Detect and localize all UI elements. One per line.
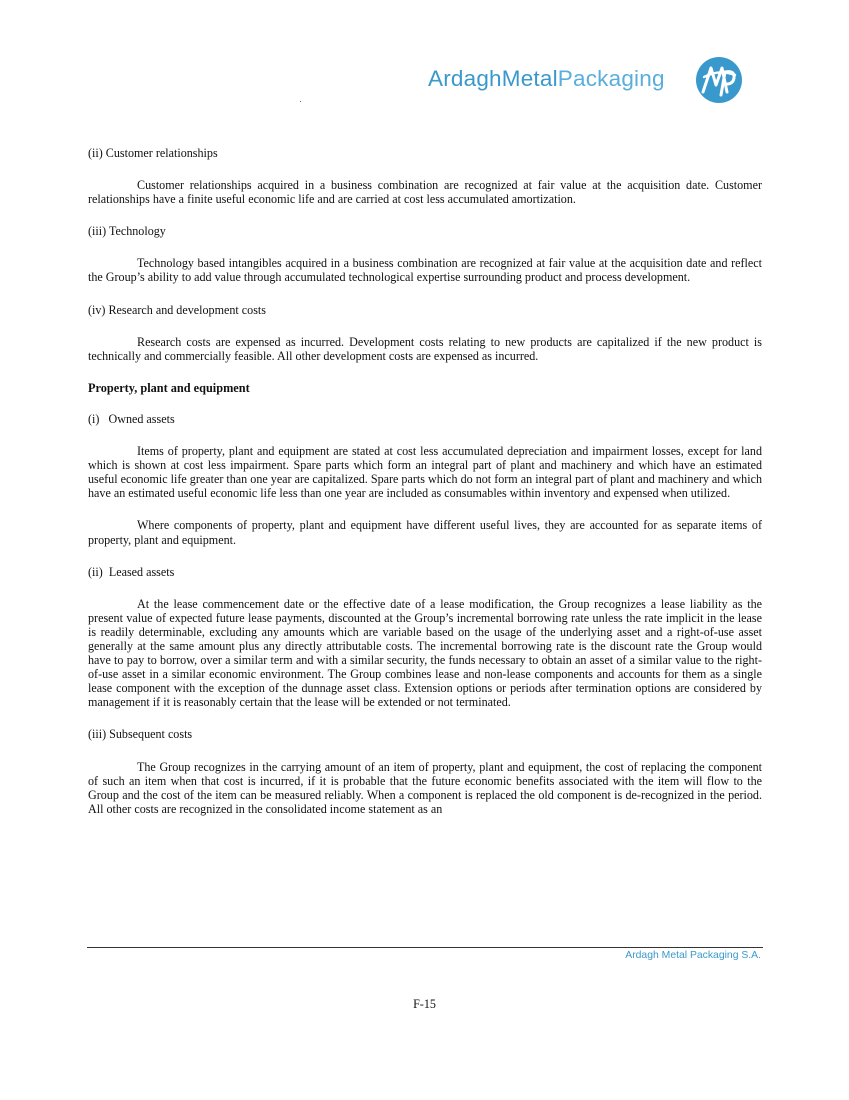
section-heading-technology: (iii) Technology — [88, 224, 166, 239]
logo-word-metal: Metal — [501, 66, 558, 91]
logo-word-ardagh: Ardagh — [428, 66, 502, 91]
amp-monogram-icon — [694, 55, 744, 105]
footer-company-name: Ardagh Metal Packaging S.A. — [625, 950, 761, 961]
paragraph-owned-assets-2: Where components of property, plant and equipment have different useful lives, they are accounted for as separate items of property, plant and equipment. — [88, 518, 762, 547]
section-heading-property-plant-equipment: Property, plant and equipment — [88, 380, 250, 395]
stray-mark — [300, 101, 301, 102]
section-heading-subsequent-costs: (iii) Subsequent costs — [88, 727, 193, 742]
logo-word-packaging: Packaging — [557, 66, 665, 91]
paragraph-leased-assets: At the lease commencement date or the effective date of a lease modification, the Group recognizes a lease liability as the present value of expected future lease payments, discounted at the Group’s incremental borrowing rate unless the rate implicit in the lease is readily determinable, excluding any amounts which are variable based on the usage of the underlying asset and a right-of-use asset generally at the same amount plus any directly attributable costs. The incremental borrowing rate is the discount rate the Group would have to pay to borrow, over a similar term and with a similar security, the funds necessary to obtain an asset of a similar value to the right-of-use asset in a similar economic environment. The Group combines lease and non-lease components and accounts for them as a single lease component with the exception of the dunnage asset class. Extension options or periods after termination options are considered by management if it is reasonably certain that the lease will be extended or not terminated. — [88, 596, 762, 710]
paragraph-subsequent-costs: The Group recognizes in the carrying amount of an item of property, plant and equipment, the cost of replacing the component of such an item when that cost is incurred, if it is probable that the future economic benefits associated with the item will flow to the Group and the cost of the item can be measured reliably. When a component is replaced the old component is de-recognized in the period. All other costs are recognized in the consolidated income statement as an — [88, 759, 762, 816]
footer-divider — [87, 947, 763, 948]
section-heading-leased-assets: (ii) Leased assets — [88, 564, 175, 579]
paragraph-owned-assets-1: Items of property, plant and equipment are stated at cost less accumulated depreciation and impairment losses, except for land which is shown at cost less impairment. Spare parts which form an integral part of plant and machinery and which have an estimated useful economic life greater than one year are capitalized. Spare parts which do not form an integral part of plant and machinery and which have an estimated useful economic life less than one year are included as consumables within inventory and expensed when utilized. — [88, 444, 762, 501]
section-heading-owned-assets: (i) Owned assets — [88, 411, 175, 426]
logo-wordmark — [428, 66, 665, 92]
section-heading-customer-relationships: (ii) Customer relationships — [88, 146, 218, 160]
page-number: F-15 — [413, 997, 436, 1011]
page-body — [88, 146, 762, 834]
paragraph-research-development: Research costs are expensed as incurred. Development costs relating to new products are capitalized if the new product is technically and commercially feasible. All other development costs are expensed as incurred. — [88, 334, 762, 363]
company-logo — [428, 55, 748, 107]
paragraph-technology: Technology based intangibles acquired in a business combination are recognized at fair value at the acquisition date and reflect the Group’s ability to add value through accumulated technological expertise surrounding product and process development. — [88, 256, 762, 285]
paragraph-customer-relationships: Customer relationships acquired in a business combination are recognized at fair value at the acquisition date. Customer relationships have a finite useful economic life and are carried at cost less accumulated amortization. — [88, 178, 762, 207]
section-heading-research-development: (iv) Research and development costs — [88, 302, 266, 317]
